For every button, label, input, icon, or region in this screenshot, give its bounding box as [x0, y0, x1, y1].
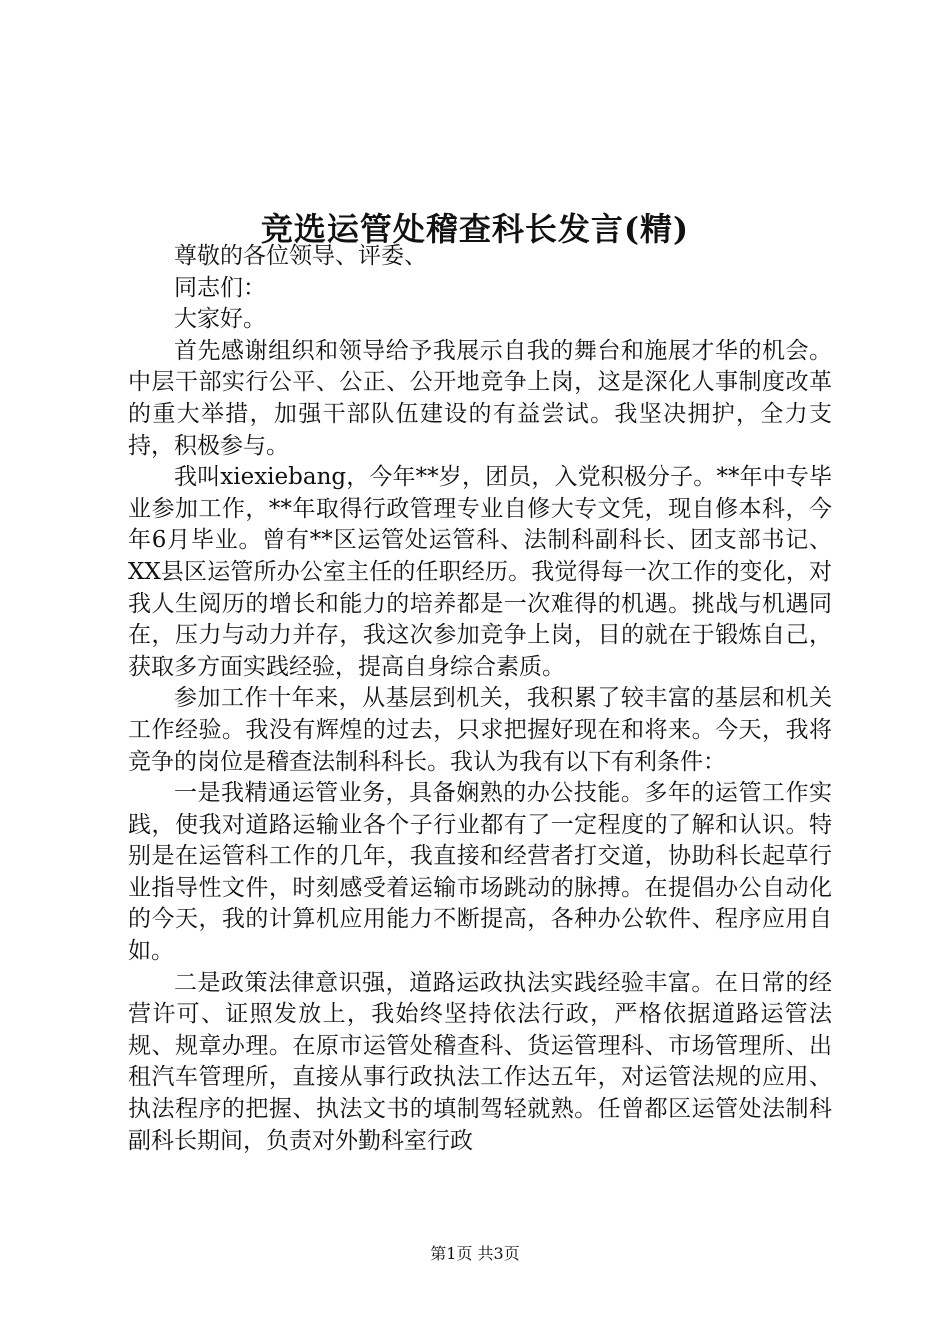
paragraph-self-introduction: 我叫xiexiebang，今年**岁，团员，入党积极分子。**年中专毕业参加工作，**年取得行政管理专业自修大专文凭，现自修本科，今年6月毕业。曾有**区运管处运管科、法制科副科长、团支部书记、XX县区运管所办公室主任的任职经历。我觉得每一次工作的变化，对我人生阅历的增长和能力的培养都是一次难得的机遇。挑战与机遇同在，压力与动力并存，我这次参加竞争上岗，目的就在于锻炼自己，获取多方面实践经验，提高自身综合素质。 — [128, 464, 832, 680]
document-title: 竞选运管处稽查科长发言(精) — [260, 210, 690, 249]
greeting: 大家好。 — [174, 306, 266, 333]
document-body — [128, 241, 832, 1157]
paragraph-experience: 参加工作十年来，从基层到机关，我积累了较丰富的基层和机关工作经验。我没有辉煌的过去，只求把握好现在和将来。今天，我将竞争的岗位是稽查法制科科长。我认为我有以下有利条件： — [128, 685, 832, 775]
paragraph-intro: 首先感谢组织和领导给予我展示自我的舞台和施展才华的机会。中层干部实行公平、公正、公开地竞争上岗，这是深化人事制度改革的重大举措，加强干部队伍建设的有益尝试。我坚决拥护，全力支持，积极参与。 — [128, 337, 832, 459]
page-number-footer: 第1页 共3页 — [430, 1244, 520, 1263]
paragraph-point-one: 一是我精通运管业务，具备娴熟的办公技能。多年的运管工作实践，使我对道路运输业各个子行业都有了一定程度的了解和认识。特别是在运管科工作的几年，我直接和经营者打交道，协助科长起草行业指导性文件，时刻感受着运输市场跳动的脉搏。在提倡办公自动化的今天，我的计算机应用能力不断提高，各种办公软件、程序应用自如。 — [128, 780, 832, 965]
salutation-line-1: 尊敬的各位领导、评委、 — [174, 243, 427, 269]
paragraph-point-two: 二是政策法律意识强，道路运政执法实践经验丰富。在日常的经营许可、证照发放上，我始终坚持依法行政，严格依据道路运管法规、规章办理。在原市运管处稽查科、货运管理科、市场管理所、出租汽车管理所，直接从事行政执法工作达五年，对运管法规的应用、执法程序的把握、执法文书的填制驾轻就熟。任曾都区运管处法制科副科长期间，负责对外勤科室行政 — [128, 969, 832, 1154]
salutation-line-2: 同志们： — [174, 274, 266, 301]
